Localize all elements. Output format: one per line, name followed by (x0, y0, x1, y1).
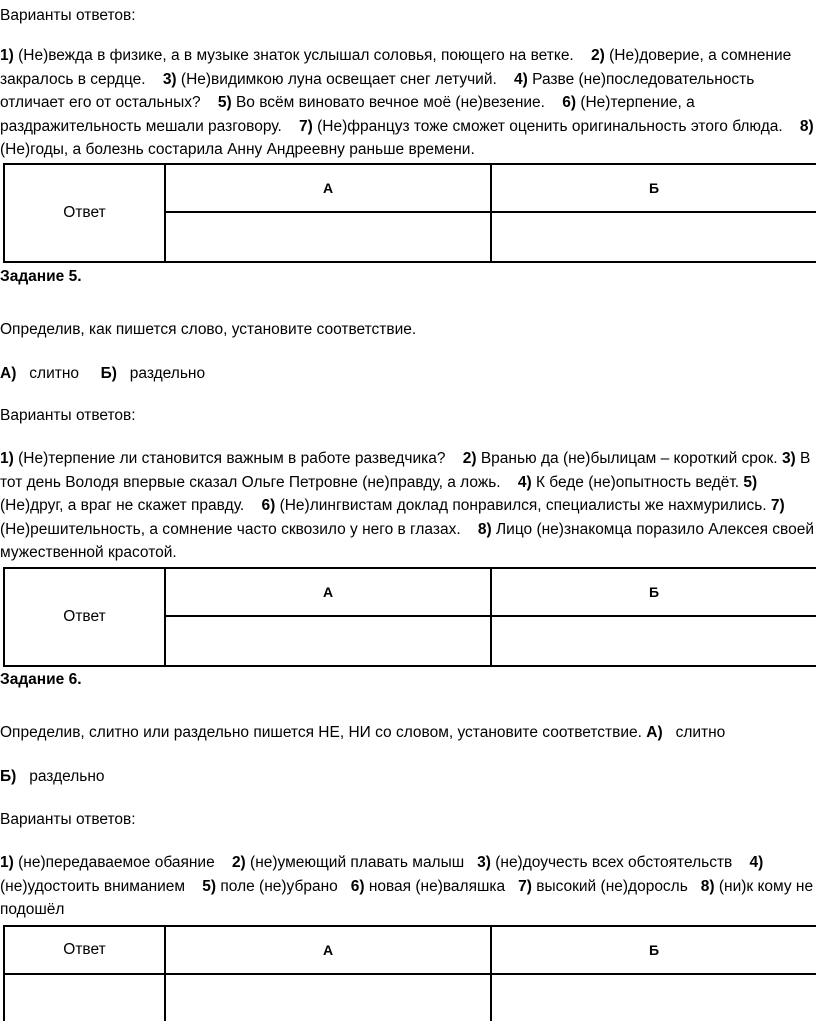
option-number: 8) (477, 520, 492, 538)
option-number: 6) (562, 94, 577, 111)
answer-cell-a[interactable] (165, 974, 491, 1021)
task6-answer-table (3, 925, 816, 1021)
choice-a-key: А) (646, 724, 663, 741)
task6-choice-b (0, 765, 816, 789)
option-text: (Не)лингвистам доклад понравился, специалисты же нахмурились. (279, 497, 767, 514)
choice-a-text: слитно (29, 365, 80, 382)
option-text: (Не)терпение, а раздражительность мешали разговору. (0, 94, 695, 135)
option-text: К беде (не)опытность ведёт. (535, 473, 740, 491)
choice-b-key: Б) (100, 365, 117, 382)
option-number: 8) (799, 117, 814, 135)
option-number: 7) (299, 117, 313, 135)
option-text: (Не)друг, а враг не скажет правду. (0, 497, 245, 514)
task5-instruction: Определив, как пишется слово, установите соответствие. (0, 321, 417, 338)
choice-a-key: А) (0, 365, 17, 382)
column-a-header: А (165, 568, 491, 616)
option-text: (Не)вежда в физике, а в музыке знаток услышал соловья, поющего на ветке. (18, 47, 574, 64)
option-number: 3) (781, 450, 796, 467)
task6-options (0, 851, 816, 922)
answer-label: Ответ (4, 568, 165, 666)
option-number: 6) (261, 497, 276, 514)
option-number: 2) (462, 450, 477, 467)
option-number: 3) (162, 70, 177, 88)
option-number: 5) (743, 473, 758, 491)
choice-b-text: раздельно (129, 365, 206, 382)
choice-a-text: слитно (675, 724, 726, 741)
option-number: 1) (0, 450, 14, 467)
task5-variants-label: Варианты ответов: (0, 407, 136, 424)
choice-b-text: раздельно (29, 768, 105, 785)
option-text: В тот день Володя впервые сказал Ольге Петровне (не)правду, а ложь. (0, 450, 811, 491)
column-b-header: Б (491, 164, 816, 212)
option-text: (Не)годы, а болезнь состарила Анну Андреевну раньше времени. (0, 141, 475, 158)
option-text: (не)передаваемое обаяние (18, 854, 215, 871)
option-text: (не)доучесть всех обстоятельств (495, 854, 733, 871)
option-text: Во всём виновато вечное моё (не)везение. (235, 94, 545, 111)
answer-cell-a[interactable] (165, 212, 491, 262)
answer-label: Ответ (4, 926, 165, 974)
option-text: высокий (не)доросль (536, 877, 688, 895)
task5-answer-table (3, 567, 816, 667)
option-number: 3) (477, 854, 491, 871)
option-number: 1) (0, 47, 14, 64)
column-b-header: Б (491, 926, 816, 974)
option-number: 5) (202, 877, 217, 895)
option-number: 5) (217, 94, 232, 111)
task5-options (0, 447, 816, 565)
option-text: поле (не)убрано (220, 877, 338, 895)
option-text: (Не)француз тоже сможет оценить оригинальность этого блюда. (317, 117, 783, 135)
answer-cell-b[interactable] (491, 212, 816, 262)
column-a-header: А (165, 164, 491, 212)
answer-label: Ответ (4, 164, 165, 262)
option-number: 4) (514, 70, 528, 88)
task4-options (0, 44, 816, 162)
option-text: (Не)доверие, а сомнение закралось в сердце. (0, 47, 792, 88)
option-text: (ни)к кому не подошёл (0, 877, 814, 918)
option-number: 2) (231, 854, 246, 871)
task4-variants-label: Варианты ответов: (0, 7, 136, 24)
option-text: (Не)терпение ли становится важным в работе разведчика? (18, 450, 446, 467)
option-text: (не)умеющий плавать малыш (250, 854, 465, 871)
answer-label-cell (4, 974, 165, 1021)
option-text: Лицо (не)знакомца поразило Алексея своей мужественной красотой. (0, 520, 814, 561)
option-text: (Не)видимкою луна освещает снег летучий. (180, 70, 497, 88)
task6-variants-label: Варианты ответов: (0, 811, 136, 828)
option-text: (не)удостоить вниманием (0, 877, 186, 895)
option-text: Вранью да (не)былицам – короткий срок. (480, 450, 778, 467)
option-number: 7) (770, 497, 785, 514)
choice-b-key: Б) (0, 768, 17, 785)
option-number: 7) (518, 877, 532, 895)
task5-heading: Задание 5. (0, 268, 82, 285)
option-number: 6) (350, 877, 365, 895)
answer-cell-b[interactable] (491, 616, 816, 666)
option-text: новая (не)валяшка (368, 877, 506, 895)
option-number: 2) (590, 47, 605, 64)
option-text: (Не)решительность, а сомнение часто сквозило у него в глазах. (0, 520, 461, 538)
answer-cell-b[interactable] (491, 974, 816, 1021)
option-number: 4) (517, 473, 532, 491)
task6-heading: Задание 6. (0, 671, 82, 688)
answer-cell-a[interactable] (165, 616, 491, 666)
task5-choices (0, 362, 816, 386)
column-a-header: А (165, 926, 491, 974)
option-number: 4) (749, 854, 764, 871)
task6-instruction (0, 721, 816, 745)
option-number: 1) (0, 854, 14, 871)
instruction-text: Определив, слитно или раздельно пишется НЕ, НИ со словом, установите соответствие. (0, 724, 642, 741)
option-number: 8) (700, 877, 715, 895)
task4-answer-table (3, 163, 816, 263)
option-text: Разве (не)последовательность отличает его от остальных? (0, 70, 755, 111)
column-b-header: Б (491, 568, 816, 616)
